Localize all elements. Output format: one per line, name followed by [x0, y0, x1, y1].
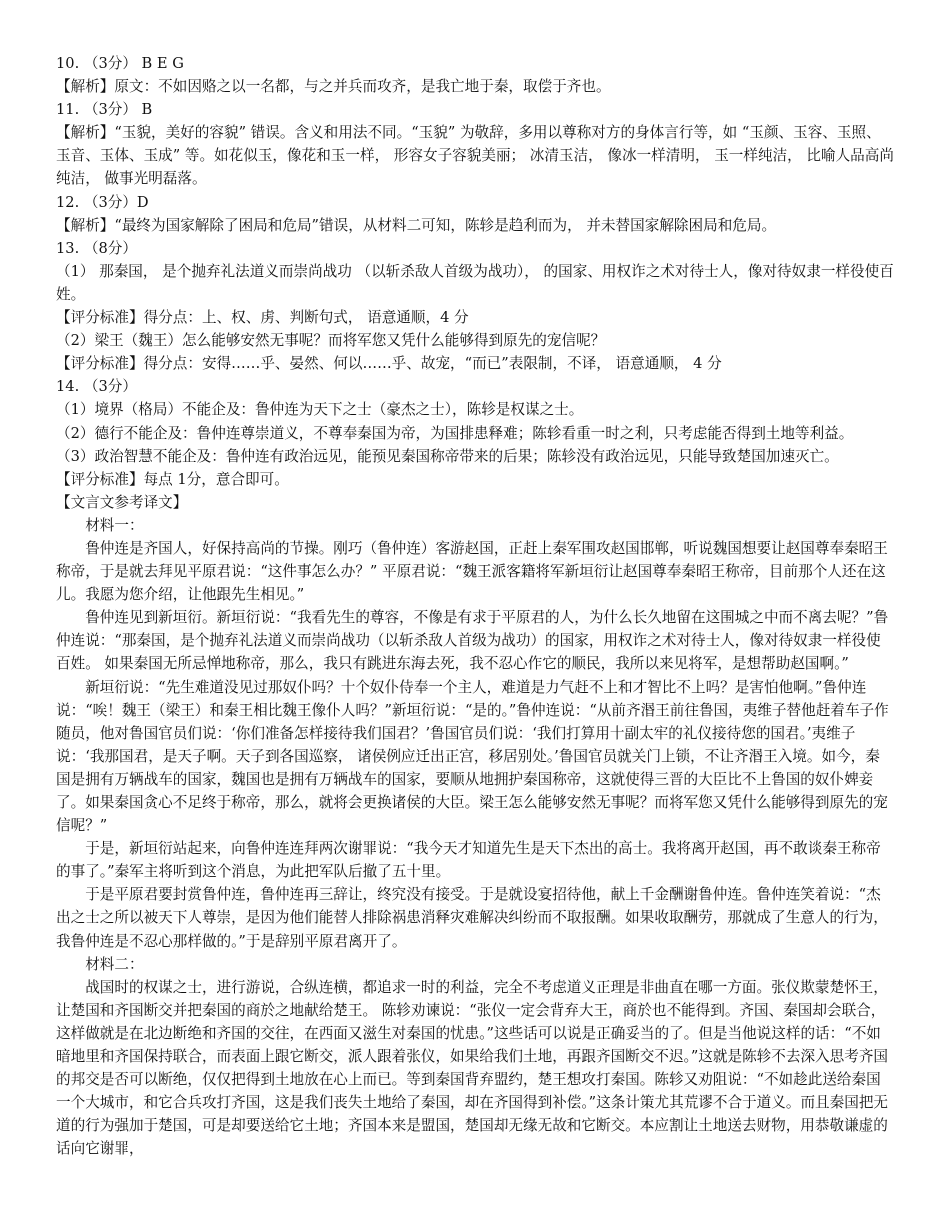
document-page: [56, 52, 894, 1161]
translation-paragraph: 鲁仲连见到新垣衍。新垣衍说：“我看先生的尊容，不像是有求于平原君的人，为什么长久地留在这围城之中而不离去呢？”鲁仲连说：“那秦国，是个抛弃礼法道义而崇尚战功（以斩杀敌人首级为战功）的国家，用权诈之术对待士人，像对待奴隶一样役使百姓。 如果秦国无所忌惮地称帝，那么，我只有跳进东海去死，我不忍心作它的顺民，我所以来见将军，是想帮助赵国啊。”: [56, 609, 889, 673]
translation-paragraph: 鲁仲连是齐国人，好保持高尚的节操。刚巧（鲁仲连）客游赵国，正赶上秦军围攻赵国邯郸，听说魏国想要让赵国尊奉秦昭王称帝，于是就去拜见平原君说：“这件事怎么办？” 平原君说：“魏王派客籍将军新垣衍让赵国尊奉秦昭王称帝，目前那个人还在这儿。我愿为您介绍，让他跟先生相见。”: [56, 539, 888, 604]
material-two-label: 材料二：: [85, 955, 144, 973]
translation-paragraph: 于是平原君要封赏鲁仲连，鲁仲连再三辞让，终究没有接受。于是就设宴招待他，献上千金酬谢鲁仲连。鲁仲连笑着说：“杰出之士之所以被天下人尊崇，是因为他们能替人排除祸患消释灾难解决纠纷而不取报酬。如果收取酬劳，那就成了生意人的行为，我鲁仲连是不忍心那样做的。”于是辞别平原君离开了。: [56, 886, 888, 950]
q10-header: 10. （3分） B E G: [56, 55, 184, 72]
q12-analysis: 【解析】“最终为国家解除了困局和危局”错误，从材料二可知，陈轸是趋利而为， 并未替国家解除困局和危局。: [56, 216, 777, 234]
q12-header: 12. （3分）D: [56, 193, 149, 211]
q11-analysis: 【解析】“玉貌，美好的容貌” 错误。含义和用法不同。“玉貌” 为敬辞，多用以尊称对方的身体言行等，如 “玉颜、玉容、玉照、玉音、玉体、玉成” 等。如花似玉，像花和玉一样， 形容女子容貌美丽； 冰清玉洁， 像冰一样清明， 玉一样纯洁， 比喻人品高尚纯洁， 做事光明磊落。: [56, 124, 894, 188]
q14-point1: （1）境界（格局）不能企及：鲁仲连为天下之士（豪杰之士），陈轸是权谋之士。: [56, 401, 584, 419]
answer-q12: [56, 191, 894, 237]
translation-heading: 【文言文参考译文】: [56, 493, 188, 511]
q14-point2: （2）德行不能企及：鲁仲连尊崇道义，不尊奉秦国为帝，为国排患释难；陈轸看重一时之利，只考虑能否得到土地等利益。: [56, 424, 854, 442]
answer-q14: [56, 375, 894, 490]
material-one-label: 材料一：: [85, 516, 144, 534]
q13-header: 13. （8分）: [56, 239, 137, 257]
q13-part2-scoring: 【评分标准】得分点：安得……乎、晏然、何以……乎、故宠，“而已”表限制，不译， 语意通顺， 4 分: [56, 355, 722, 373]
q11-header: 11. （3分） B: [56, 101, 153, 119]
translation-section: [56, 491, 894, 1161]
q14-header: 14. （3分）: [56, 378, 137, 396]
q13-part1-scoring: 【评分标准】得分点：上、权、虏、判断句式， 语意通顺，4 分: [56, 309, 469, 327]
answer-q10: [56, 52, 894, 98]
translation-paragraph: 战国时的权谋之士，进行游说，合纵连横，都追求一时的利益，完全不考虑道义正理是非曲直在哪一方面。张仪欺蒙楚怀王，让楚国和齐国断交并把秦国的商於之地献给楚王。 陈轸劝谏说：“张仪一定会背弃大王，商於也不能得到。齐国、秦国却会联合，这样做就是在北边断绝和齐国的交往，在西面又滋生对秦国的忧患。”这些话可以说是正确妥当的了。但是当他说这样的话：“不如暗地里和齐国保持联合，而表面上跟它断交，派人跟着张仪，如果给我们土地，再跟齐国断交不迟。”这就是陈轸不去深入思考齐国的邦交是否可以断绝，仅仅把得到土地放在心上而已。等到秦国背弃盟约，楚王想攻打秦国。陈轸又劝阻说：“不如趁此送给秦国一个大城市，和它合兵攻打齐国，这是我们丧失土地给了秦国，却在齐国得到补偿。”这条计策尤其荒谬不合于道义。而且秦国把无道的行为强加于楚国，可是却要送给它土地；齐国本来是盟国，楚国却无缘无故和它断交。本应割让土地送去财物，用恭敬谦虚的话向它谢罪，: [56, 978, 889, 1158]
answer-q13: [56, 237, 894, 376]
translation-paragraph: 于是，新垣衍站起来，向鲁仲连连拜两次谢罪说：“我今天才知道先生是天下杰出的高士。我将离开赵国，再不敢谈秦王称帝的事了。”秦军主将听到这个消息，为此把军队后撤了五十里。: [56, 840, 881, 881]
q13-part2: （2）梁王（魏王）怎么能够安然无事呢？而将军您又凭什么能够得到原先的宠信呢？: [56, 332, 606, 350]
q14-point3: （3）政治智慧不能企及：鲁仲连有政治远见，能预见秦国称帝带来的后果；陈轸没有政治远见，只能导致楚国加速灭亡。: [56, 447, 839, 465]
q13-part1: （1） 那秦国， 是个抛弃礼法道义而崇尚战功 （以斩杀敌人首级为战功）， 的国家、用权诈之术对待士人，像对待奴隶一样役使百姓。: [56, 262, 894, 303]
answer-q11: [56, 98, 894, 190]
translation-paragraph: 新垣衍说：“先生难道没见过那奴仆吗？十个奴仆侍奉一个主人，难道是力气赶不上和才智比不上吗？是害怕他啊。”鲁仲连说：“唉！魏王（梁王）和秦王相比魏王像仆人吗？”新垣衍说：“是的。”鲁仲连说：“从前齐湣王前往鲁国，夷维子替他赶着车子作随员，他对鲁国官员们说：‘你们准备怎样接待我们国君？’鲁国官员们说：‘我们打算用十副太牢的礼仪接待您的国君。’夷维子说：‘我那国君，是天子啊。天子到各国巡察， 诸侯例应迁出正宫，移居别处。’鲁国官员就关门上锁，不让齐湣王入境。如今，秦国是拥有万辆战车的国家，魏国也是拥有万辆战车的国家，要顺从地拥护秦国称帝，这就使得三晋的大臣比不上鲁国的奴仆婢妾了。如果秦国贪心不足终于称帝，那么，就将会更换诸侯的大臣。梁王怎么能够安然无事呢？而将军您又凭什么能够得到原先的宠信呢？”: [56, 678, 889, 835]
q10-analysis: 【解析】原文：不如因赂之以一名都，与之并兵而攻齐，是我亡地于秦，取偿于齐也。: [56, 78, 611, 96]
q14-scoring: 【评分标准】每点 1分，意合即可。: [56, 470, 289, 488]
